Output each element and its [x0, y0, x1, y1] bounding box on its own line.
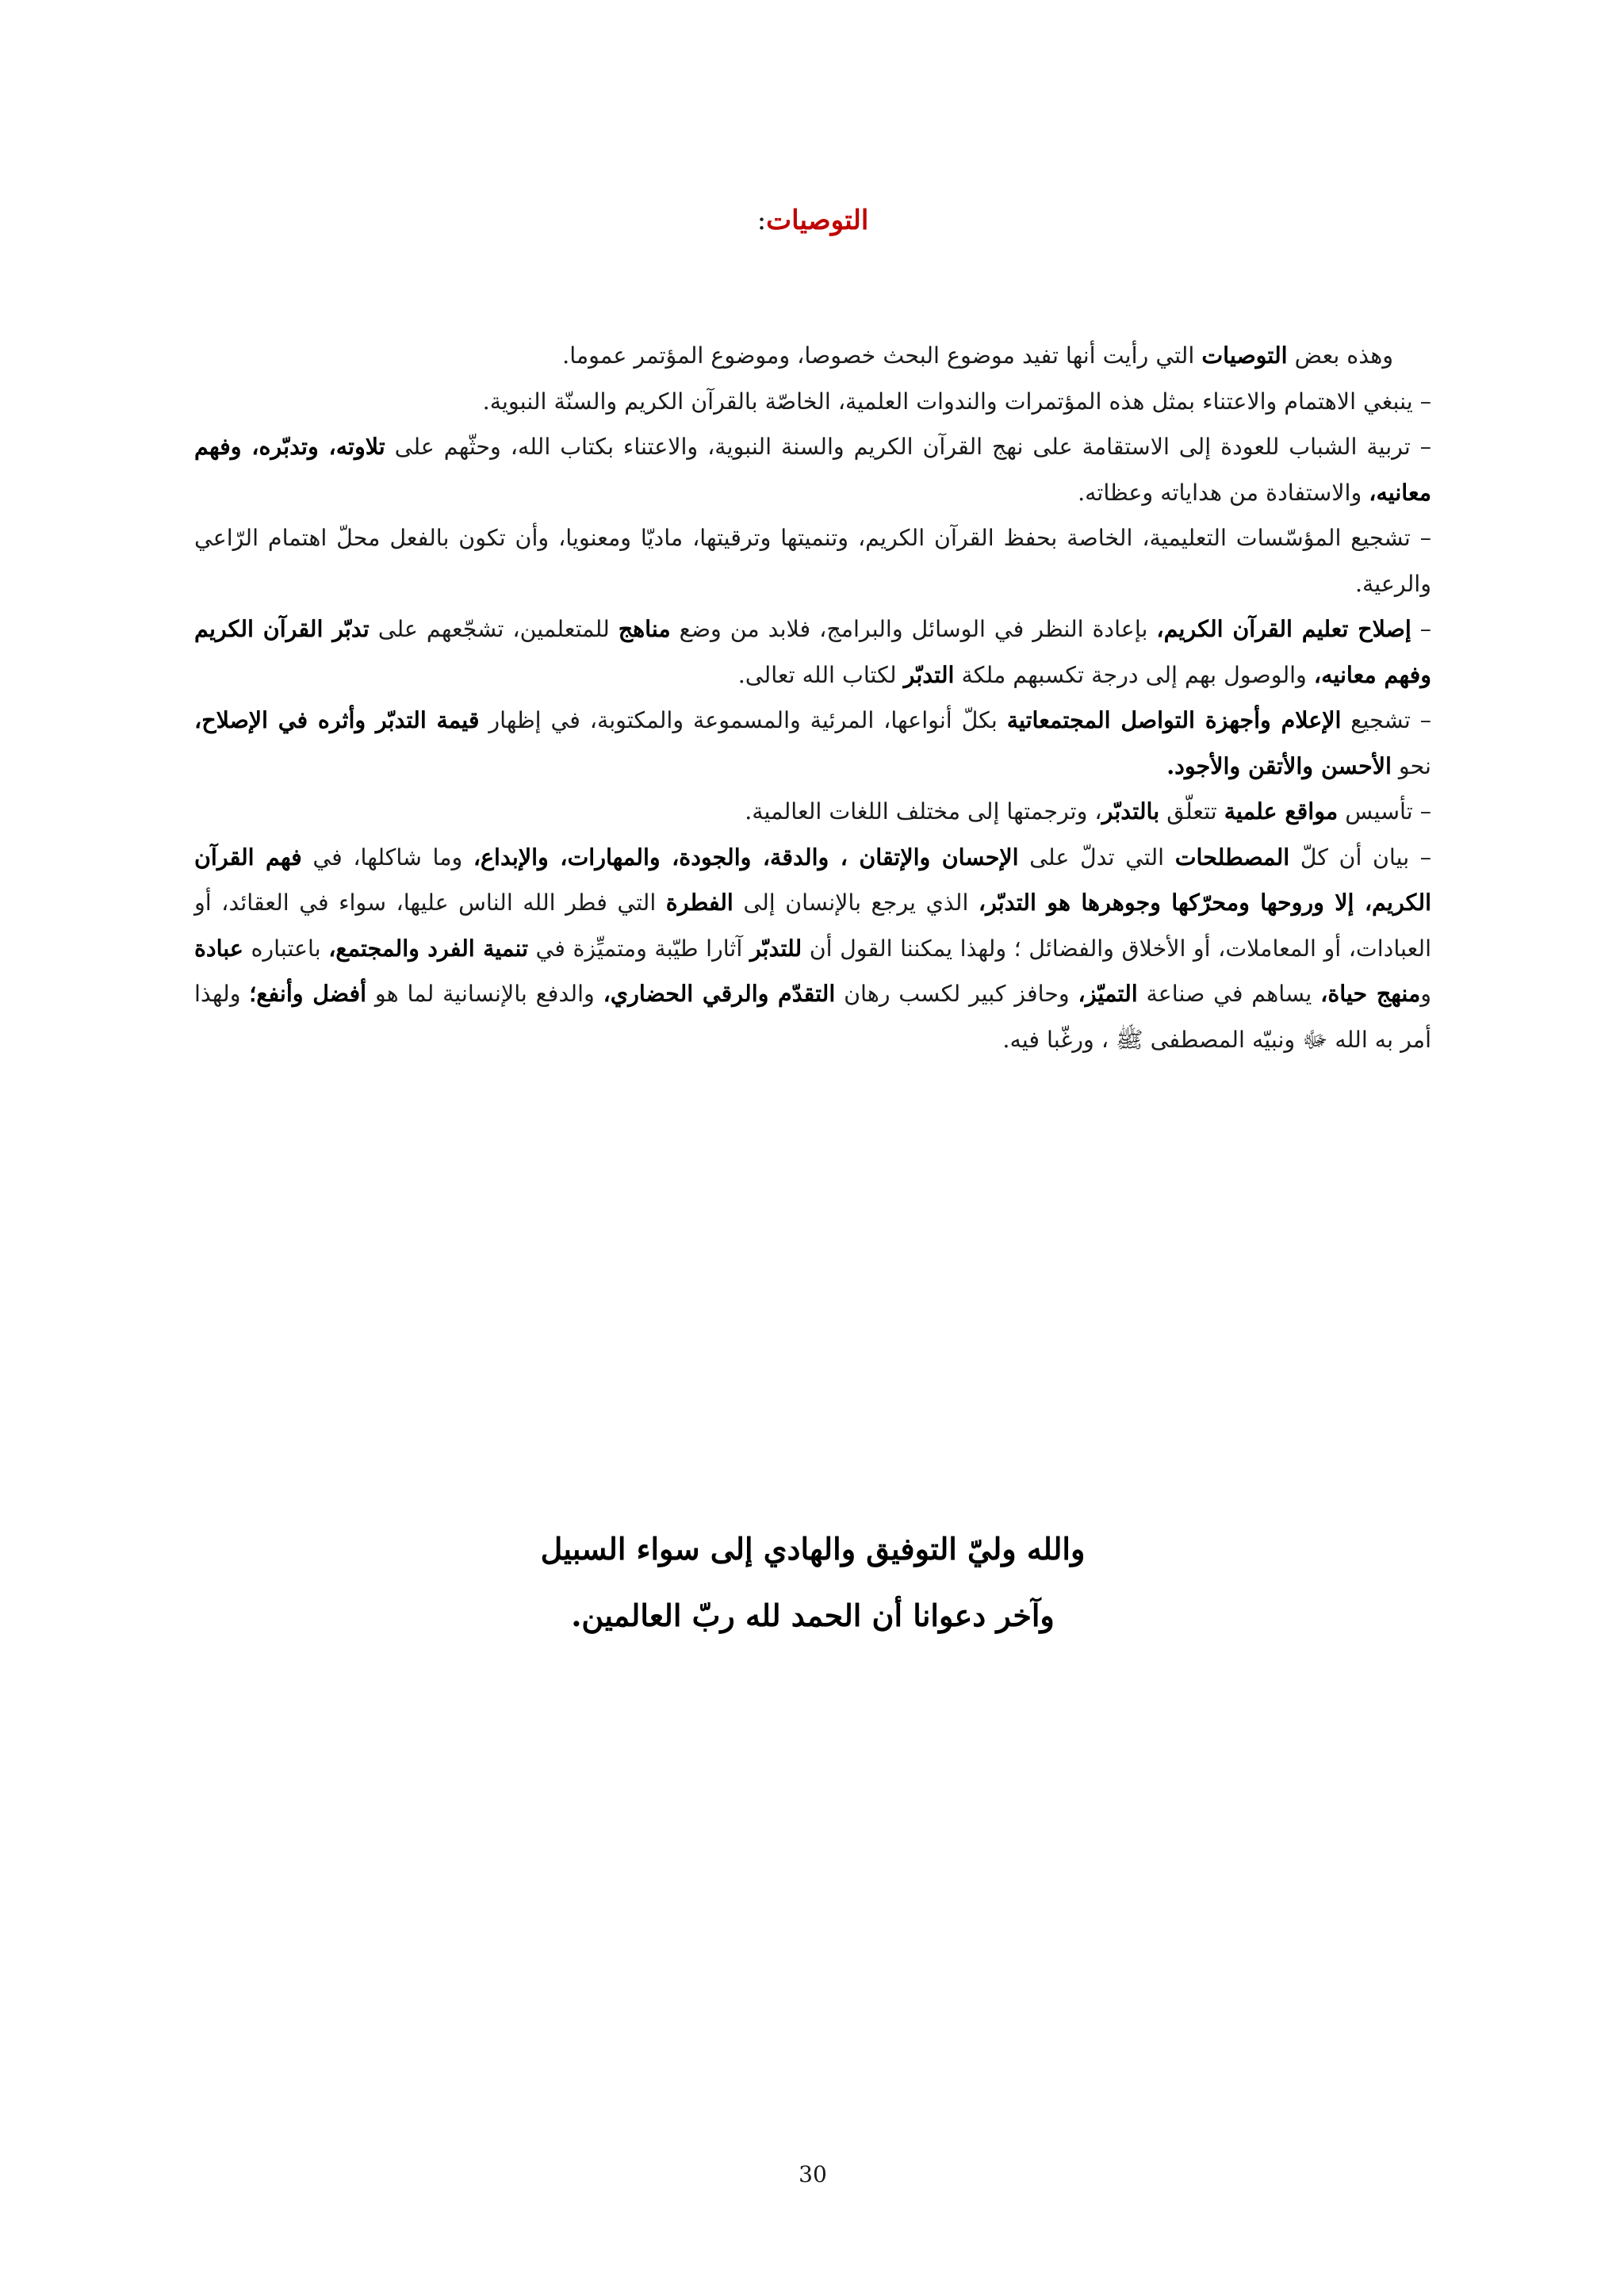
text-run: بكلّ أنواعها، المرئية والمسموعة والمكتوبة، في إظهار — [479, 707, 1007, 733]
text-run: لكتاب الله تعالى. — [737, 661, 904, 688]
bold-run: التوصيات — [1201, 342, 1288, 369]
bold-run: بالتدبّر — [1101, 798, 1160, 825]
text-run: وهذه بعض — [1287, 342, 1393, 369]
recommendation-4 — [194, 607, 1431, 698]
text-run: – تشجيع — [1341, 707, 1431, 733]
heading-title: التوصيات — [766, 205, 869, 236]
bold-run: عبادة — [194, 934, 243, 962]
text-run: – تشجيع المؤسّسات التعليمية، الخاصة بحفظ القرآن الكريم، وتنميتها وترقيتها، ماديّا ومعنويا، وأن تكون بالفعل محلّ اهتمام الرّاعي والرعية. — [194, 525, 1431, 597]
bold-run: فهم القرآن الكريم، إلا وروحها ومحرّكها وجوهرها هو التدبّر، — [194, 843, 1432, 916]
text-run: – بيان أن كلّ — [1289, 844, 1431, 871]
page-number: 30 — [799, 2161, 827, 2187]
text-run: يساهم في صناعة — [1137, 981, 1321, 1007]
text-run: نحو — [1391, 752, 1431, 779]
text-run: الذي يرجع بالإنسان إلى — [733, 890, 979, 916]
text-run: ، وترجمتها إلى مختلف اللغات العالمية. — [745, 798, 1102, 825]
bold-run: قيمة التدبّر وأثره في الإصلاح، — [194, 706, 480, 733]
recommendation-5 — [194, 698, 1431, 789]
bold-run: مناهج — [618, 615, 671, 642]
text-run: تتعلّق — [1159, 798, 1224, 825]
text-run: باعتباره — [243, 935, 329, 962]
text-run: – تأسيس — [1338, 798, 1431, 825]
text-run: وحافز كبير لكسب رهان — [835, 981, 1078, 1007]
text-run: – ينبغي الاهتمام والاعتناء بمثل هذه المؤتمرات والندوات العلمية، الخاصّة بالقرآن الكريم والسنّة النبوية. — [482, 388, 1431, 415]
section-heading — [194, 205, 1431, 236]
recommendation-6 — [194, 789, 1431, 835]
bold-run: التميّز، — [1078, 980, 1138, 1007]
bold-run: الإعلام وأجهزة التواصل المجتمعاتية — [1006, 706, 1342, 733]
text-run: ولهذا أمر به الله ﷻ ونبيّه المصطفى ﷺ ، ورغّبا فيه. — [194, 981, 1431, 1053]
bold-run: إصلاح تعليم القرآن الكريم، — [1156, 615, 1411, 642]
text-run: – تربية الشباب للعودة إلى الاستقامة على نهج القرآن الكريم والسنة النبوية، والاعتناء بكتاب الله، وحثّهم على — [385, 434, 1431, 460]
bold-run: منهج حياة، — [1320, 980, 1421, 1007]
bold-run: التقدّم والرقي الحضاري، — [603, 980, 836, 1007]
closing-prayer — [194, 1516, 1431, 1649]
text-run: التي رأيت أنها تفيد موضوع البحث خصوصا، وموضوع المؤتمر عموما. — [562, 342, 1202, 369]
bold-run: للتدبّر — [749, 934, 802, 962]
bold-run: الفطرة — [665, 889, 733, 916]
text-run: و — [1420, 981, 1432, 1007]
text-run: – — [1411, 616, 1432, 642]
recommendation-1 — [194, 379, 1431, 425]
document-page — [194, 0, 1431, 2296]
closing-line-1: والله وليّ التوفيق والهادي إلى سواء السبيل — [540, 1531, 1086, 1567]
bold-run: تنمية الفرد والمجتمع، — [328, 934, 529, 962]
bold-run: تدبّر القرآن الكريم وفهم معانيه، — [194, 615, 1431, 688]
text-run: والاستفادة من هداياته وعظاته. — [1078, 479, 1369, 506]
text-run: وما شاكلها، في — [301, 844, 473, 871]
recommendation-3 — [194, 515, 1431, 607]
recommendation-2 — [194, 424, 1431, 515]
bold-run: تلاوته، وتدبّره، وفهم معانيه، — [194, 433, 1431, 506]
intro-paragraph — [194, 333, 1431, 379]
text-run: آثارا طيّبة ومتميِّزة في — [528, 935, 750, 962]
bold-run: الإحسان والإتقان ، والدقة، والجودة، والمهارات، والإبداع، — [473, 843, 1019, 871]
closing-line-2: وآخر دعوانا أن الحمد لله ربّ العالمين. — [571, 1598, 1055, 1633]
text-run: والوصول بهم إلى درجة تكسبهم ملكة — [954, 661, 1314, 688]
text-run: التي تدلّ على — [1018, 844, 1175, 871]
body-text — [194, 333, 1431, 1062]
bold-run: أفضل وأنفع؛ — [249, 980, 367, 1007]
recommendation-7 — [194, 835, 1431, 1063]
text-run: بإعادة النظر في الوسائل والبرامج، فلابد من وضع — [670, 616, 1157, 642]
text-run: والدفع بالإنسانية لما هو — [366, 981, 603, 1007]
bold-run: التدبّر — [903, 660, 955, 688]
bold-run: مواقع علمية — [1224, 798, 1339, 825]
heading-colon: : — [756, 205, 767, 236]
text-run: للمتعلمين، تشجّعهم على — [369, 616, 619, 642]
bold-run: المصطلحات — [1174, 843, 1290, 871]
text-run: التي فطر الله الناس عليها، سواء في العقائد، أو العبادات، أو المعاملات، أو الأخلاق والفضائل ؛ ولهذا يمكننا القول أن — [194, 890, 1431, 962]
bold-run: الأحسن والأتقن والأجود. — [1166, 752, 1392, 779]
